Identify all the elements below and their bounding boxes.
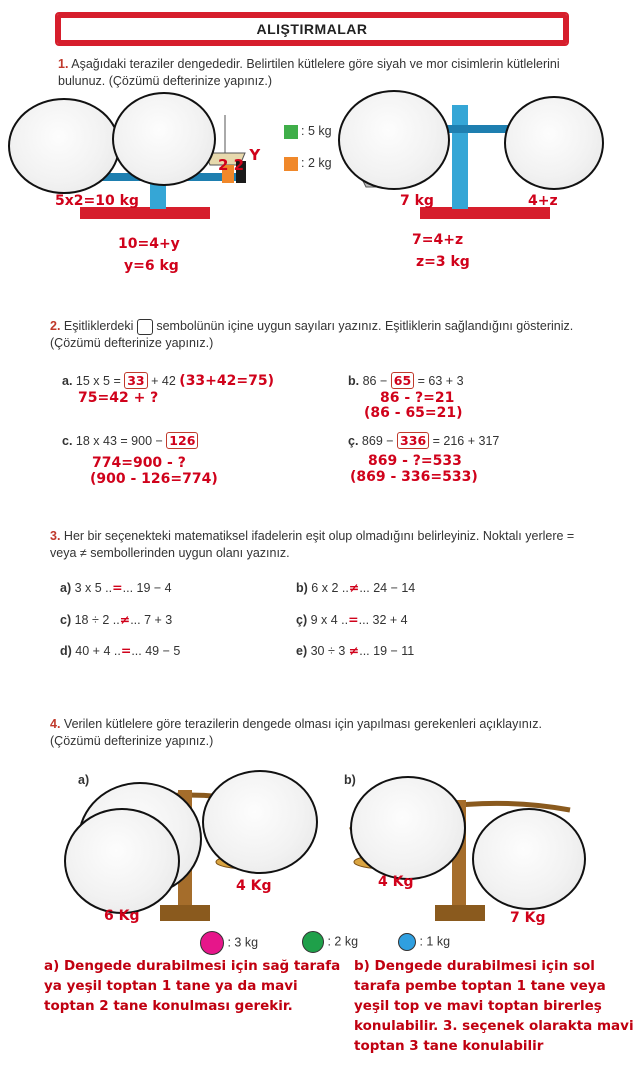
green-ball-icon	[302, 931, 324, 953]
q1-right-left-pan: 7 kg	[400, 193, 434, 209]
q4-bubble-4	[350, 776, 466, 880]
q2-c-note1: 774=900 - ?	[92, 455, 186, 471]
q1-bubble-3	[338, 90, 450, 190]
q1-text	[58, 56, 578, 90]
box-symbol-icon	[137, 319, 153, 335]
q1-bubble-1	[8, 98, 120, 194]
q2-c-box: 126	[166, 432, 198, 449]
q3-item-e: d) 40 + 4 ..=... 49 − 5	[60, 643, 181, 658]
q3-text: 3. Her bir seçenekteki matematiksel ifadelerin eşit olup olmadığını belirleyiniz. Noktalı yerlere = veya ≠ sembollerinden uygun olanı yazınız.	[50, 529, 575, 560]
q4-a-left-kg: 6 Kg	[104, 908, 140, 924]
q4-b-right-kg: 7 Kg	[510, 910, 546, 926]
q1-right-right-pan: 4+z	[528, 193, 558, 209]
q2-a-note2: 75=42 + ?	[78, 390, 159, 406]
q1-question: Aşağıdaki teraziler dengededir. Belirtilen kütlelere göre siyah ve mor cisimlerin kütlelerini bulunuz. (Çözümü defterinize yapınız.)	[58, 57, 560, 88]
q2-d-note2: (869 - 336=533)	[350, 469, 478, 485]
q1-marks	[218, 146, 261, 174]
q2-d: ç. 869 − 336 = 216 + 317	[348, 433, 500, 448]
q2-a-box: 33	[124, 372, 147, 389]
q2-a-note1: (33+42=75)	[179, 373, 275, 389]
pink-ball-icon	[200, 931, 224, 955]
q1-left-work-1: 10=4+y	[118, 236, 180, 252]
q1-mark-1: 2	[218, 156, 229, 174]
q4-b-base	[435, 905, 485, 921]
q4-legend-pink: : 3 kg	[200, 931, 258, 955]
q4-b-left-kg: 4 Kg	[378, 874, 414, 890]
q1-bubble-4	[504, 96, 604, 190]
q1-left-work-2: y=6 kg	[124, 258, 179, 274]
q1-bubble-2	[112, 92, 216, 186]
q4-a-label: a)	[78, 773, 90, 787]
q4-bubble-3	[202, 770, 318, 874]
q1-legend-green: : 5 kg	[284, 124, 332, 139]
q2-a: a. 15 x 5 = 33 + 42 (33+42=75)	[62, 373, 275, 389]
q3-item-d: ç) 9 x 4 ..=... 32 + 4	[296, 612, 408, 627]
header-banner	[55, 12, 569, 46]
q4-bubble-5	[472, 808, 586, 910]
q3-item-b: b) 6 x 2 ..≠... 24 − 14	[296, 580, 416, 595]
q2-c-note2: (900 - 126=774)	[90, 471, 218, 487]
q2-d-note1: 869 - ?=533	[368, 453, 462, 469]
q4-number: 4.	[50, 717, 61, 731]
q1-legend-orange: : 2 kg	[284, 156, 332, 171]
q1-mark-2: 2	[233, 156, 245, 174]
q4-a-right-kg: 4 Kg	[236, 878, 272, 894]
orange-square-icon	[284, 157, 298, 171]
q2-b-note2: (86 - 65=21)	[364, 405, 463, 421]
q4-legend-blue: : 1 kg	[398, 933, 450, 951]
q1-number: 1.	[58, 57, 69, 71]
q4-legend-green: : 2 kg	[302, 931, 358, 953]
q3-item-f: e) 30 ÷ 3 ≠... 19 − 11	[296, 643, 415, 658]
q4-b-label: b)	[344, 773, 356, 787]
q3-item-a: a) 3 x 5 ..=... 19 − 4	[60, 580, 172, 595]
q2-b: b. 86 − 65 = 63 + 3	[348, 373, 464, 388]
q2-d-box: 336	[397, 432, 429, 449]
q2-text: 2. Eşitliklerdeki sembolünün içine uygun sayıları yazınız. Eşitliklerin sağlandığını gösteriniz. (Çözümü defterinize yapınız.)	[50, 319, 574, 350]
q2-b-note1: 86 - ?=21	[380, 390, 455, 406]
q2-b-box: 65	[391, 372, 414, 389]
q3-number: 3.	[50, 529, 61, 543]
q1-mark-3: Y	[249, 146, 261, 164]
q3-item-c: c) 18 ÷ 2 ..≠... 7 + 3	[60, 612, 173, 627]
q4-a-base	[160, 905, 210, 921]
q2-number: 2.	[50, 319, 61, 333]
q4-answer-b: b) Dengede durabilmesi için sol tarafa pembe toptan 1 tane veya yeşil top ve mavi toptan birerleş konulabilir. 3. seçenek olarakta mavi toptan 3 tane konulabilir	[354, 958, 634, 1054]
q1-right-work-2: z=3 kg	[416, 254, 470, 270]
q4-answer-a: a) Dengede durabilmesi için sağ tarafa ya yeşil toptan 1 tane ya da mavi toptan 2 tane konulması gerekir.	[44, 958, 341, 1014]
page-title: ALIŞTIRMALAR	[69, 19, 555, 39]
q4-text: 4. Verilen kütlelere göre terazilerin dengede olması için yapılması gerekenleri açıklayınız. (Çözümü defterinize yapınız.)	[50, 717, 542, 748]
q2-c: c. 18 x 43 = 900 − 126	[62, 432, 198, 449]
q1-right-post	[452, 105, 468, 209]
q1-right-work-1: 7=4+z	[412, 232, 464, 248]
blue-ball-icon	[398, 933, 416, 951]
green-square-icon	[284, 125, 298, 139]
q1-left-pan-note: 5x2=10 kg	[55, 193, 139, 209]
q4-bubble-2	[64, 808, 180, 914]
